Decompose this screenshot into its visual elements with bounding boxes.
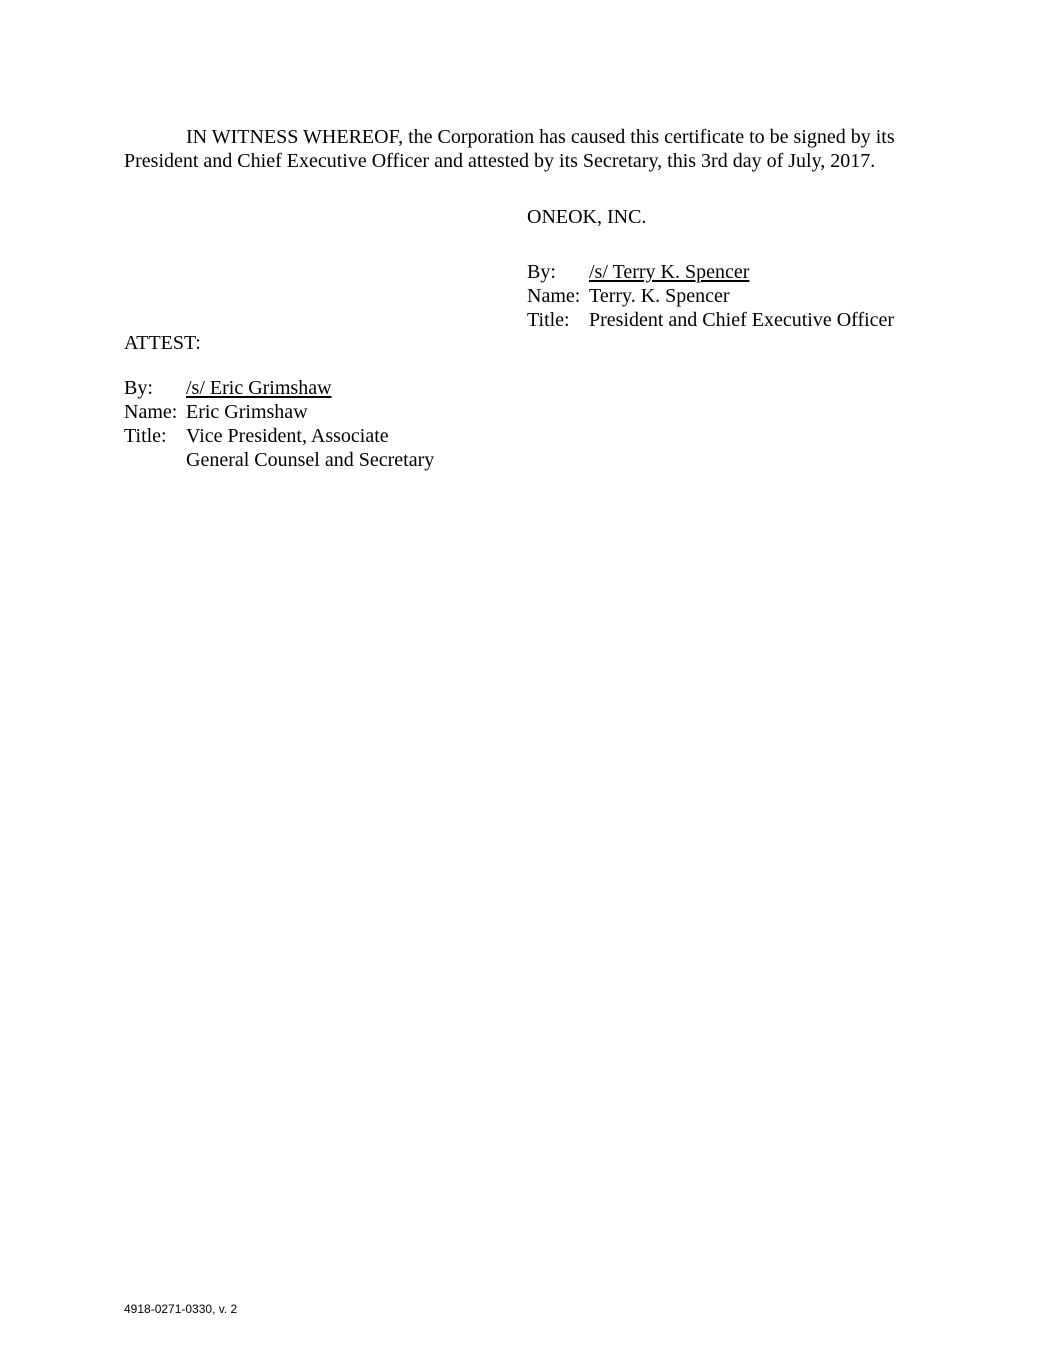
company-signer-title: President and Chief Executive Officer [589,309,895,331]
attest-signature: /s/ Eric Grimshaw [186,377,332,399]
company-signature-row [527,260,922,284]
attest-by-label: By: [124,377,153,399]
attest-signer-name: Eric Grimshaw [186,401,308,423]
company-signer-name: Terry. K. Spencer [589,285,730,307]
attest-name-row [124,400,308,424]
witness-paragraph [124,125,936,173]
attest-signer-title-line-2: General Counsel and Secretary [186,449,435,471]
attest-title-label: Title: [124,425,167,447]
attest-label: ATTEST: [124,332,201,354]
company-name: ONEOK, INC. [527,206,647,228]
company-name-row [527,284,730,308]
company-title-label: Title: [527,309,570,331]
attest-title-row [124,424,389,448]
attest-signature-row [124,376,415,400]
company-signature: /s/ Terry K. Spencer [589,261,750,283]
attest-signer-title-line-1: Vice President, Associate [186,425,389,447]
company-name-label: Name: [527,285,581,307]
attest-title-row-2 [124,448,434,472]
document-id-footer: 4918-0271-0330, v. 2 [124,1302,238,1316]
witness-paragraph-line-2: President and Chief Executive Officer and attested by its Secretary, this 3rd day of July, 2017. [124,150,876,172]
witness-paragraph-line-1: IN WITNESS WHEREOF, the Corporation has caused this certificate to be signed by its [186,126,895,148]
company-title-row [527,308,894,332]
attest-name-label: Name: [124,401,178,423]
company-by-label: By: [527,261,556,283]
